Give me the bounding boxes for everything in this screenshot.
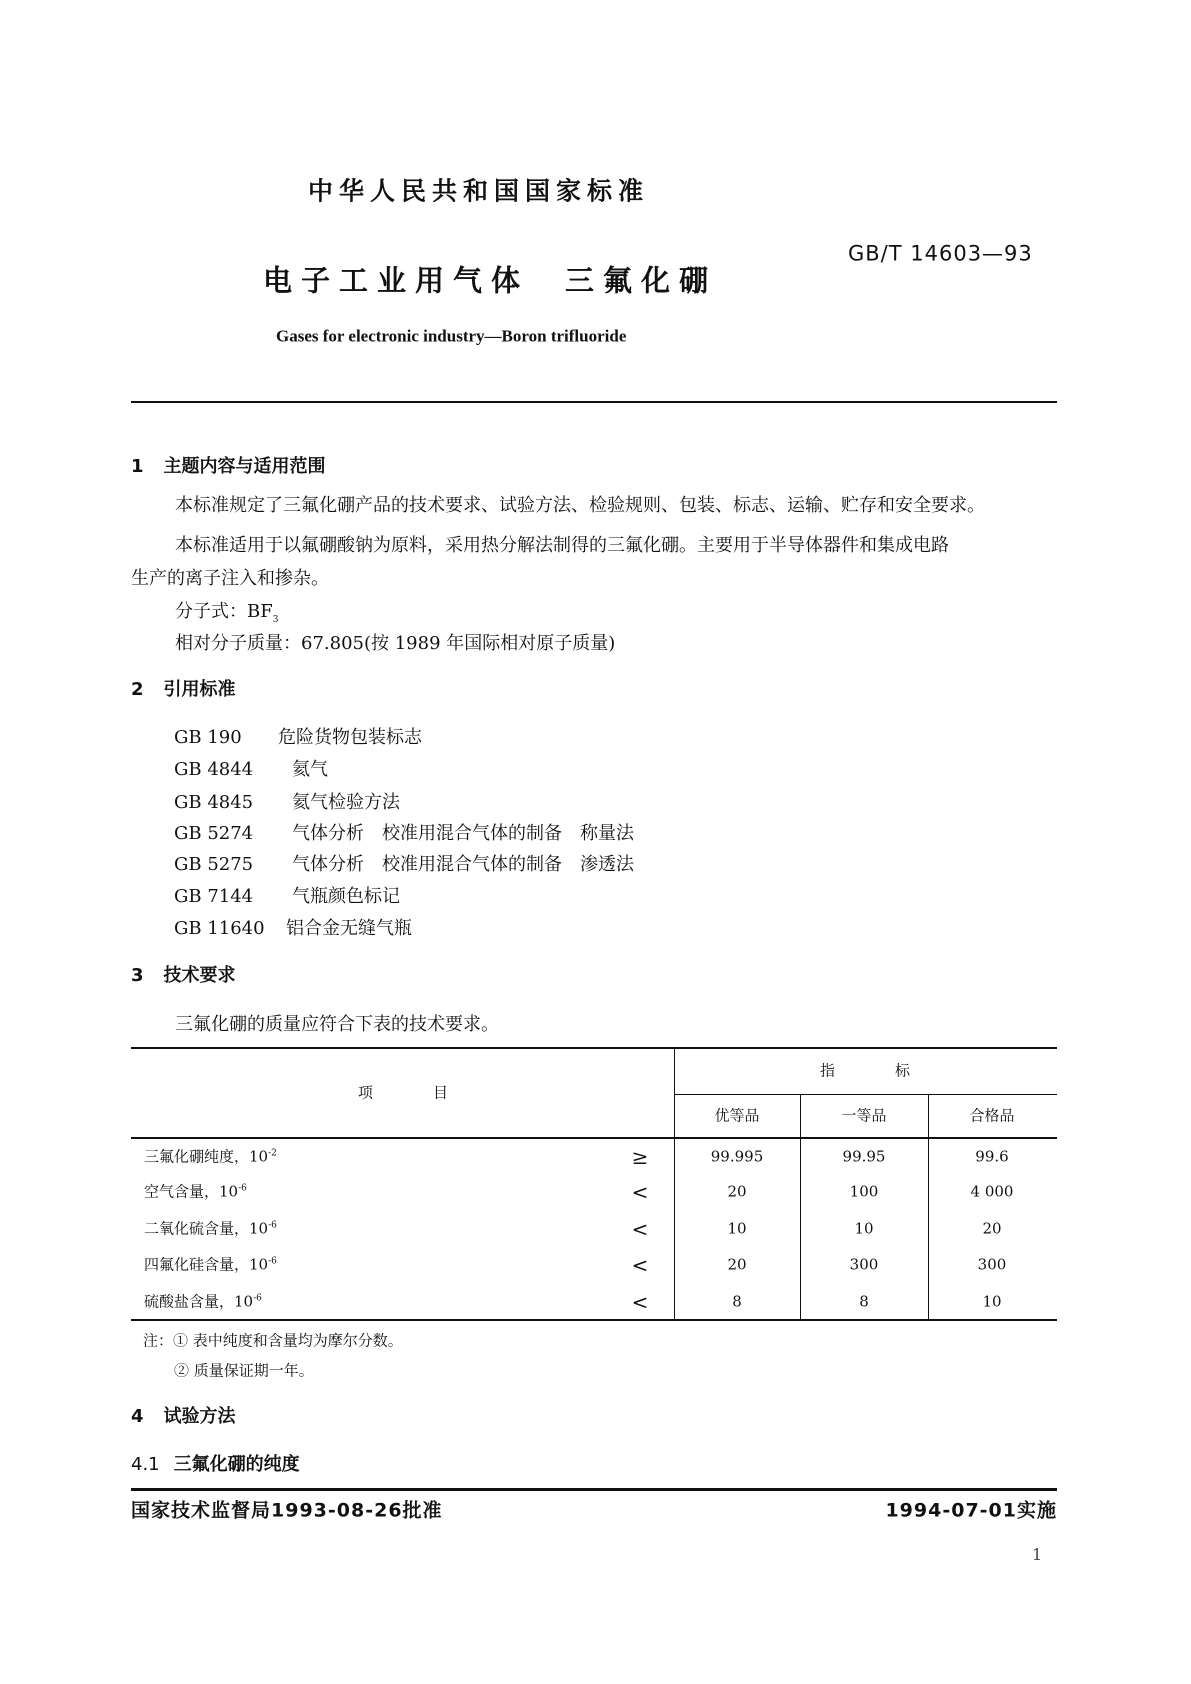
table-header-rule xyxy=(131,1137,1057,1139)
molecular-mass: 相对分子质量：67.805(按 1989 年国际相对原子质量) xyxy=(175,633,616,654)
section-2-heading xyxy=(131,681,236,699)
section-title: 技术要求 xyxy=(163,965,236,986)
item-name xyxy=(144,1255,277,1274)
page-number: 1 xyxy=(1032,1545,1043,1564)
table-intro: 三氟化硼的质量应符合下表的技术要求。 xyxy=(175,1014,499,1035)
reference-item xyxy=(174,794,400,812)
table-cell: 20 xyxy=(982,1219,1002,1238)
paragraph: 本标准规定了三氟化硼产品的技术要求、试验方法、检验规则、包装、标志、运输、贮存和安全要求。 xyxy=(175,495,985,516)
title-cn-part1: 电子工业用气体 xyxy=(263,263,530,298)
table-col-divider xyxy=(928,1094,929,1320)
item-name xyxy=(144,1182,247,1201)
formula-subscript: 3 xyxy=(272,614,279,625)
section-title: 引用标准 xyxy=(163,679,236,700)
comparison-sign: < xyxy=(631,1217,649,1241)
table-header-divider xyxy=(674,1094,1057,1095)
grade-header: 优等品 xyxy=(714,1106,760,1125)
table-note: 注：① 表中纯度和含量均为摩尔分数。 xyxy=(143,1331,403,1350)
footer-rule xyxy=(131,1488,1057,1491)
grade-header: 一等品 xyxy=(841,1106,887,1125)
table-cell: 8 xyxy=(859,1292,869,1311)
item-name xyxy=(144,1147,277,1166)
comparison-sign: < xyxy=(631,1180,649,1204)
table-cell: 10 xyxy=(982,1292,1002,1311)
comparison-sign: ≥ xyxy=(631,1145,649,1169)
table-cell: 99.995 xyxy=(710,1147,764,1166)
section-title: 主题内容与适用范围 xyxy=(163,456,326,477)
reference-name: 危险货物包装标志 xyxy=(278,727,422,748)
section-4-heading xyxy=(131,1408,236,1426)
table-col-divider xyxy=(800,1094,801,1320)
table-cell: 20 xyxy=(727,1255,747,1274)
reference-code: GB 5274 xyxy=(174,823,254,844)
section-number: 3 xyxy=(131,965,144,986)
reference-code: GB 7144 xyxy=(174,886,254,907)
top-rule xyxy=(131,401,1057,403)
table-cell: 4 000 xyxy=(970,1182,1014,1201)
section-3-heading xyxy=(131,967,236,985)
item-label: 四氟化硅含量，10 xyxy=(144,1255,269,1274)
table-cell: 300 xyxy=(849,1255,879,1274)
table-cell: 99.95 xyxy=(842,1147,886,1166)
comparison-sign: < xyxy=(631,1253,649,1277)
section-1-heading xyxy=(131,458,326,476)
table-bottom-rule xyxy=(131,1319,1057,1321)
table-cell: 8 xyxy=(732,1292,742,1311)
molecular-formula xyxy=(175,603,278,625)
reference-item xyxy=(174,856,634,874)
table-note: ② 质量保证期一年。 xyxy=(174,1361,314,1380)
title-en: Gases for electronic industry—Boron trifluoride xyxy=(276,326,627,346)
reference-item xyxy=(174,729,422,747)
item-label: 三氟化硼纯度，10 xyxy=(144,1147,269,1166)
item-label: 空气含量，10 xyxy=(144,1182,239,1201)
reference-code: GB 5275 xyxy=(174,854,254,875)
paragraph: 本标准适用于以氟硼酸钠为原料，采用热分解法制得的三氟化硼。主要用于半导体器件和集成电路 xyxy=(175,535,949,556)
title-cn-part2: 三氟化硼 xyxy=(565,263,718,298)
reference-name: 气体分析 校准用混合气体的制备 称量法 xyxy=(292,823,634,844)
reference-item xyxy=(174,888,400,906)
item-exponent: -6 xyxy=(268,1220,277,1231)
section-number: 4 xyxy=(131,1406,144,1427)
comparison-sign: < xyxy=(631,1290,649,1314)
section-title: 试验方法 xyxy=(163,1406,236,1427)
reference-code: GB 190 xyxy=(174,727,242,748)
grade-header: 合格品 xyxy=(969,1106,1015,1125)
table-top-rule xyxy=(131,1047,1057,1049)
standard-code: GB/T 14603—93 xyxy=(848,241,1033,266)
index-header: 指 标 xyxy=(819,1061,911,1080)
effective-date: 1994-07-01实施 xyxy=(885,1499,1057,1522)
section-number: 4.1 xyxy=(131,1454,160,1475)
reference-name: 气体分析 校准用混合气体的制备 渗透法 xyxy=(292,854,634,875)
table-cell: 99.6 xyxy=(975,1147,1009,1166)
table-cell: 10 xyxy=(854,1219,874,1238)
paragraph: 生产的离子注入和掺杂。 xyxy=(131,568,329,589)
table-cell: 20 xyxy=(727,1182,747,1201)
reference-name: 铝合金无缝气瓶 xyxy=(286,918,412,939)
section-number: 2 xyxy=(131,679,144,700)
item-exponent: -6 xyxy=(268,1256,277,1267)
item-exponent: -6 xyxy=(253,1293,262,1304)
reference-code: GB 4845 xyxy=(174,792,254,813)
reference-item xyxy=(174,920,412,938)
table-col-divider xyxy=(674,1048,675,1320)
approval-date: 国家技术监督局1993-08-26批准 xyxy=(131,1499,443,1522)
section-number: 1 xyxy=(131,456,144,477)
formula-label: 分子式：BF xyxy=(175,601,273,623)
national-standard-heading: 中华人民共和国国家标准 xyxy=(308,176,650,206)
reference-name: 氦气检验方法 xyxy=(292,792,400,813)
section-title: 三氟化硼的纯度 xyxy=(173,1454,300,1475)
reference-item xyxy=(174,825,634,843)
item-exponent: -2 xyxy=(268,1148,277,1159)
item-name xyxy=(144,1219,277,1238)
table-cell: 10 xyxy=(727,1219,747,1238)
item-header: 项 目 xyxy=(357,1083,449,1102)
item-name xyxy=(144,1292,262,1311)
reference-code: GB 11640 xyxy=(174,918,265,939)
reference-name: 氦气 xyxy=(292,759,328,780)
table-cell: 100 xyxy=(849,1182,879,1201)
section-4-1-heading xyxy=(131,1456,300,1474)
item-label: 硫酸盐含量，10 xyxy=(144,1292,254,1311)
title-cn xyxy=(263,263,718,298)
reference-name: 气瓶颜色标记 xyxy=(292,886,400,907)
reference-code: GB 4844 xyxy=(174,759,254,780)
item-label: 二氧化硫含量，10 xyxy=(144,1219,269,1238)
item-exponent: -6 xyxy=(238,1183,247,1194)
table-cell: 300 xyxy=(977,1255,1007,1274)
reference-item xyxy=(174,761,328,779)
